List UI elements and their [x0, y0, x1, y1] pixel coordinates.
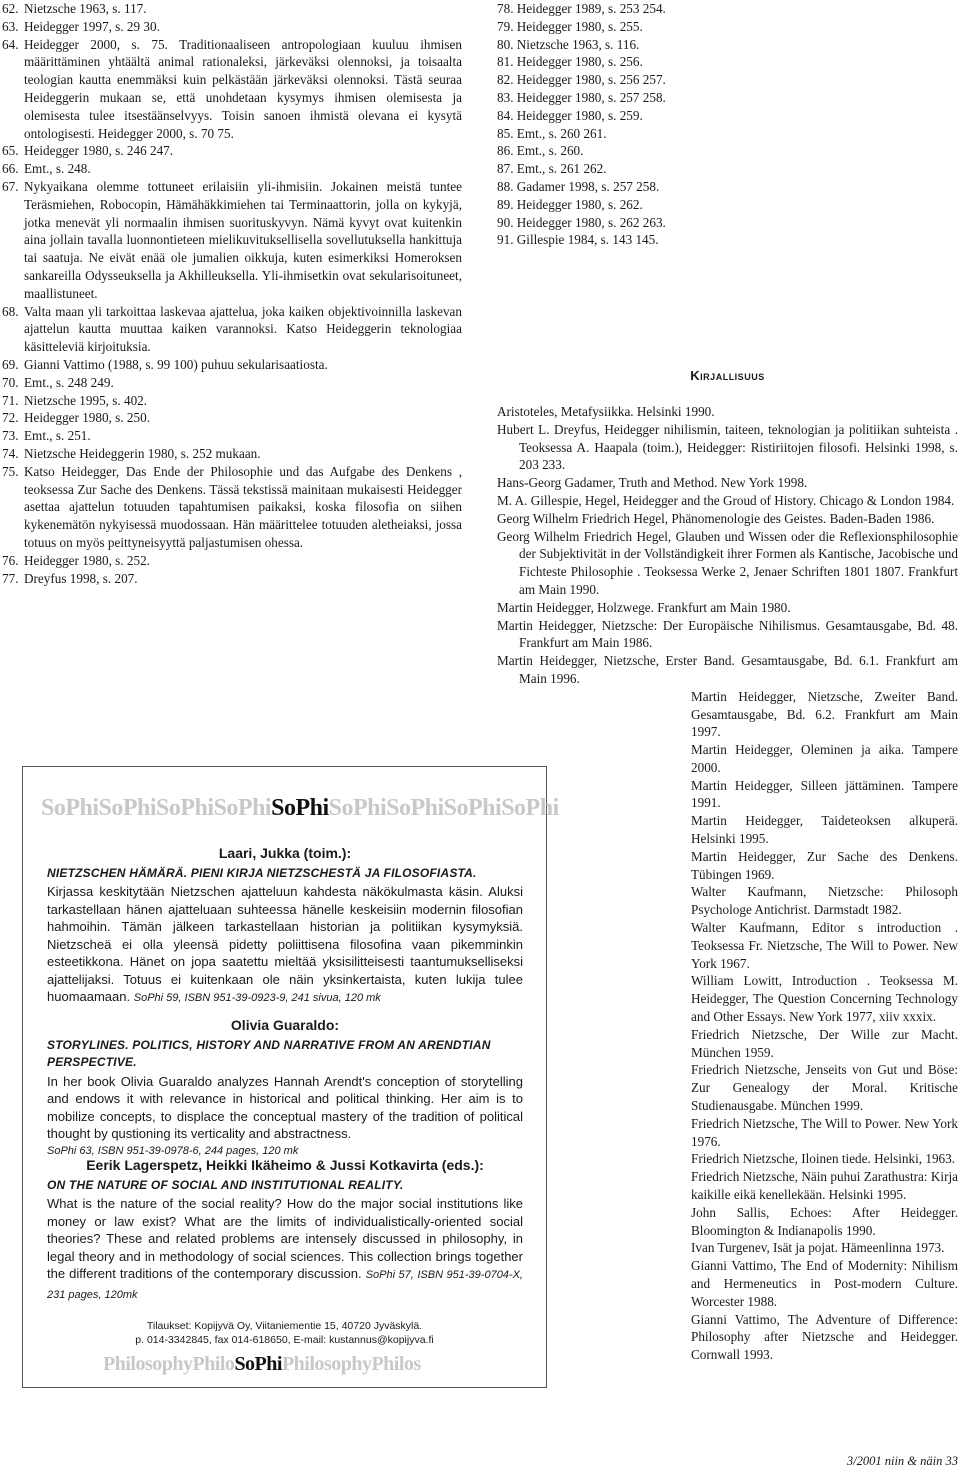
note-85: 85. Emt., s. 260 261. — [497, 125, 607, 141]
bib-entry: Hubert L. Dreyfus, Heidegger nihilismin, taiteen, teknologian ja politiikan suhteista . Teoksessa A. Haapala (toim.), Heidegger: Ristiriitojen filosofi. Helsinki 1998, s. 203 233. — [497, 421, 958, 473]
bib-entry: Hans-Georg Gadamer, Truth and Method. New York 1998. — [497, 475, 808, 491]
sophi-brand-banner-bottom: PhilosophyPhiloSoPhiPhilosophyPhilos — [103, 1353, 421, 1375]
bib-entry: John Sallis, Echoes: After Heidegger. Bloomington & Indianapolis 1990. — [691, 1204, 958, 1238]
bib-entry: Friedrich Nietzsche, Näin puhui Zarathustra: Kirja kaikille eikä kenellekään. Helsinki 1995. — [691, 1169, 958, 1203]
book-description: In her book Olivia Guaraldo analyzes Hannah Arendt's conception of storytelling and endows it with relevance in historical and political thinking. Her aim is to mobilize concepts, to displace the conceptual mastery of the tradition of political thought by qustioning its verticality and abstractness. — [47, 1073, 523, 1141]
note-65: 65. Heidegger 1980, s. 246 247. — [2, 143, 174, 159]
note-76: 76. Heidegger 1980, s. 252. — [2, 552, 150, 568]
note-62: 62. Nietzsche 1963, s. 117. — [2, 1, 147, 16]
sophi-brand-banner-top: SoPhiSoPhiSoPhiSoPhiSoPhiSoPhiSoPhiSoPhiSoPhi — [41, 795, 559, 821]
note-90: 90. Heidegger 1980, s. 262 263. — [497, 214, 666, 230]
note-73: 73. Emt., s. 251. — [2, 428, 91, 444]
note-81: 81. Heidegger 1980, s. 256. — [497, 54, 643, 70]
note-66: 66. Emt., s. 248. — [2, 161, 91, 177]
note-68: 68. Valta maan yli tarkoittaa laskevaa ajattelua, joka kaiken objektivoinnilla laskevan ajattelun kautta muuttaa kaiken varannoksi. Katso Heideggerin teknologiaa käsitteleviä kirjoituksia. — [2, 303, 462, 355]
order-contact: p. 014-3342845, fax 014-618650, E-mail: kustannus@kopijyva.fi — [135, 1334, 434, 1346]
bib-entry: Georg Wilhelm Friedrich Hegel, Phänomenologie des Geistes. Baden-Baden 1986. — [497, 510, 935, 526]
note-78: 78. Heidegger 1989, s. 253 254. — [497, 1, 666, 16]
book-author: Eerik Lagerspetz, Heikki Ikäheimo & Jussi Kotkavirta (eds.): — [86, 1157, 484, 1173]
bib-entry: Friedrich Nietzsche, Iloinen tiede. Helsinki, 1963. — [691, 1151, 956, 1167]
bib-entry: Ivan Turgenev, Isät ja pojat. Hämeenlinna 1973. — [691, 1240, 945, 1256]
note-89: 89. Heidegger 1980, s. 262. — [497, 196, 643, 212]
bib-entry: Gianni Vattimo, The Adventure of Difference: Philosophy after Nietzsche and Heidegger. Cornwall 1993. — [691, 1311, 958, 1363]
bib-entry: Georg Wilhelm Friedrich Hegel, Glauben und Wissen oder die Reflexionsphilosophie der Subjektivität in der Vollständigkeit ihrer Formen als Kantische, Jacobische und Fichteste Philosophie . Teoksessa Werke 2, Jenaer Schriften 1801 1807. Frankfurt am Main 1990. — [497, 528, 958, 597]
note-64: 64. Heidegger 2000, s. 75. Traditionaaliseen antropologiaan kuuluu ihmisen määrittäminen yhtäältä animal rationaleksi, järkeväksi olennoksi, ja toisaalta teologian kautta enemmäksi kuin pelkästään järkeväksi olennoksi. Tästä seuraa Heideggerin mukaan se, että unohdetaan kysymys ihmisen olemisesta ja olemisesta tulee itsestäänselvyys. Toisin sanoen ihmistä olevana ei kysytä ontologisesti. Heidegger 2000, s. 70 75. — [2, 36, 462, 141]
notes-right-column — [497, 0, 958, 1364]
bib-entry: Martin Heidegger, Nietzsche, Zweiter Band. Gesamtausgabe, Bd. 6.2. Frankfurt am Main 1997. — [691, 688, 958, 740]
order-info — [23, 1319, 546, 1347]
bib-entry: Friedrich Nietzsche, The Will to Power. New York 1976. — [691, 1115, 958, 1149]
book-title: STORYLINES. POLITICS, HISTORY AND NARRATIVE FROM AN ARENDTIAN PERSPECTIVE. — [47, 1037, 491, 1069]
bib-entry: William Lowitt, Introduction . Teoksessa M. Heidegger, The Question Concerning Technology and Other Essays. New York 1977, xiiv xxxix. — [691, 973, 958, 1025]
bib-entry: Martin Heidegger, Nietzsche: Der Europäische Nihilismus. Gesamtausgabe, Bd. 48. Frankfurt am Main 1986. — [497, 617, 958, 651]
note-69: 69. Gianni Vattimo (1988, s. 99 100) puhuu sekularisaatiosta. — [2, 356, 328, 372]
bib-entry: Martin Heidegger, Silleen jättäminen. Tampere 1991. — [691, 777, 958, 811]
bib-entry: Walter Kaufmann, Nietzsche: Philosoph Psychologe Antichrist. Darmstadt 1982. — [691, 884, 958, 918]
book-description: Kirjassa keskitytään Nietzschen ajatteluun kahdesta näkökulmasta käsin. Aluksi tarkastellaan hänen ajatteluaan suhteessa hänelle keskeisiin modernin filosofian hahmoihin. Tämän jälkeen tarkastellaan historian ja politiikan kysymyksiä. Nietzscheä ei olla yleensä pidetty poliittisena filosofina vaan pikemminkin esteetikkona. Hänet on jopa saatettu mieltää yksisilitteisesti taantumukselliseksi ajattelijaksi. Totuus ei kuitenkaan ole näin yksinkertaista, kuten lukija tulee huomaamaan. SoPhi 59, ISBN 951-39-0923-9, 241 sivua, 120 mk — [47, 884, 523, 1004]
bib-entry: Gianni Vattimo, The End of Modernity: Nihilism and Hermeneutics in Post-modern Culture. Worcester 1988. — [691, 1258, 958, 1309]
sophi-book-ad — [22, 766, 559, 1388]
bib-entry: M. A. Gillespie, Hegel, Heidegger and the Groud of History. Chicago & London 1984. — [497, 492, 955, 508]
note-67: 67. Nykyaikana olemme tottuneet erilaisiin yli-ihmisiin. Jokainen meistä tuntee Teräsmiehen, Robocopin, Hämähäkkimiehen tai Terminaattorin, jolla on kykyjä, jotka menevät yli normaalin ihmisen suorituskyvyn. Nämä kyvyt ovat kuitenkin aina jollain tavalla luonnontieteen mielikuvituksellisella sovellutuksella hankittuja tai saatuja. Ne eivät enää ole jumalien oikkuja, kuten esimerkiksi Homeroksen sankareilla Odysseuksella ja Akhilleuksella. Yli-ihmisetkin ovat sekularisoituneet, maallistuneet. — [2, 178, 462, 301]
note-71: 71. Nietzsche 1995, s. 402. — [2, 392, 148, 408]
note-63: 63. Heidegger 1997, s. 29 30. — [2, 18, 160, 34]
note-70: 70. Emt., s. 248 249. — [2, 374, 114, 390]
note-88: 88. Gadamer 1998, s. 257 258. — [497, 178, 660, 194]
note-79: 79. Heidegger 1980, s. 255. — [497, 18, 643, 34]
bib-entry: Martin Heidegger, Zur Sache des Denkens. Tübingen 1969. — [691, 848, 958, 882]
book-author: Olivia Guaraldo: — [230, 1017, 340, 1033]
note-72: 72. Heidegger 1980, s. 250. — [2, 410, 150, 426]
book-author: Laari, Jukka (toim.): — [218, 845, 352, 861]
book-description: What is the nature of the social reality? How do the major social institutions like money or law exist? What are the limits of individualistically-oriented social theories? These and related problems are intensely discussed in philosophy, in legal theory and in methodology of social sciences. This collection brings together the different traditions of the contemporary discussion. SoPhi 57, ISBN 951-39-0704-X, 231 pages, 120mk — [47, 1196, 523, 1301]
order-address: Tilaukset: Kopijyvä Oy, Viitaniementie 15, 40720 Jyväskylä. — [146, 1320, 423, 1332]
book-entry-laari — [47, 845, 523, 1008]
bib-entry: Friedrich Nietzsche, Jenseits von Gut und Böse: Zur Genealogy der Moral. Kritische Studienausgabe. München 1999. — [691, 1062, 958, 1114]
note-83: 83. Heidegger 1980, s. 257 258. — [497, 89, 666, 105]
bibliography-heading: Kirjallisuus — [690, 368, 765, 384]
note-74: 74. Nietzsche Heideggerin 1980, s. 252 mukaan. — [2, 445, 261, 461]
bib-entry: Martin Heidegger, Taideteoksen alkuperä. Helsinki 1995. — [691, 813, 958, 847]
bib-entry: Martin Heidegger, Nietzsche, Erster Band. Gesamtausgabe, Bd. 6.1. Frankfurt am Main 1996. — [497, 653, 958, 686]
note-82: 82. Heidegger 1980, s. 256 257. — [497, 72, 666, 88]
note-91: 91. Gillespie 1984, s. 143 145. — [497, 232, 659, 248]
notes-left-column — [2, 0, 462, 587]
bib-entry: Martin Heidegger, Oleminen ja aika. Tampere 2000. — [691, 742, 958, 775]
note-80: 80. Nietzsche 1963, s. 116. — [497, 36, 640, 52]
book-title: NIETZSCHEN HÄMÄRÄ. PIENI KIRJA NIETZSCHESTÄ JA FILOSOFIASTA. — [47, 865, 477, 880]
book-meta: SoPhi 63, ISBN 951-39-0978-6, 244 pages, 120 mk — [47, 1144, 299, 1157]
bib-entry: Walter Kaufmann, Editor s introduction . Teoksessa Fr. Nietzsche, The Will to Power. New York 1967. — [691, 920, 958, 971]
bib-entry: Aristoteles, Metafysiikka. Helsinki 1990. — [497, 403, 715, 419]
book-title: ON THE NATURE OF SOCIAL AND INSTITUTIONAL REALITY. — [47, 1177, 404, 1192]
note-86: 86. Emt., s. 260. — [497, 143, 584, 159]
book-entry-lagerspetz — [47, 1157, 523, 1304]
note-87: 87. Emt., s. 261 262. — [497, 161, 607, 177]
page-footer: 3/2001 niin & näin 33 — [846, 1454, 958, 1468]
note-75: 75. Katso Heidegger, Das Ende der Philosophie und das Aufgabe des Denkens , teoksessa Zur Sache des Denkens. Tässä tekstissä mainitaan mukaisesti Heidegger asettaa ajattelun totuuden tapahtumisen paikaksi, koska filosofia on siihen kykenemätön nykyisessä muodossaan. Hän määrittelee totuuden aletheiaksi, jossa totuus on myös peittyneisyyttä paljastumisen ohessa. — [2, 463, 462, 550]
note-84: 84. Heidegger 1980, s. 259. — [497, 107, 643, 123]
note-77: 77. Dreyfus 1998, s. 207. — [2, 570, 138, 586]
book-meta: SoPhi 57, ISBN 951-39-0704-X, 231 pages, 120mk — [47, 1269, 523, 1301]
book-meta: SoPhi 59, ISBN 951-39-0923-9, 241 sivua, 120 mk — [133, 992, 381, 1004]
bib-entry: Martin Heidegger, Holzwege. Frankfurt am Main 1980. — [497, 599, 791, 615]
bib-entry: Friedrich Nietzsche, Der Wille zur Macht. München 1959. — [691, 1026, 958, 1060]
book-entry-guaraldo — [47, 1017, 523, 1160]
